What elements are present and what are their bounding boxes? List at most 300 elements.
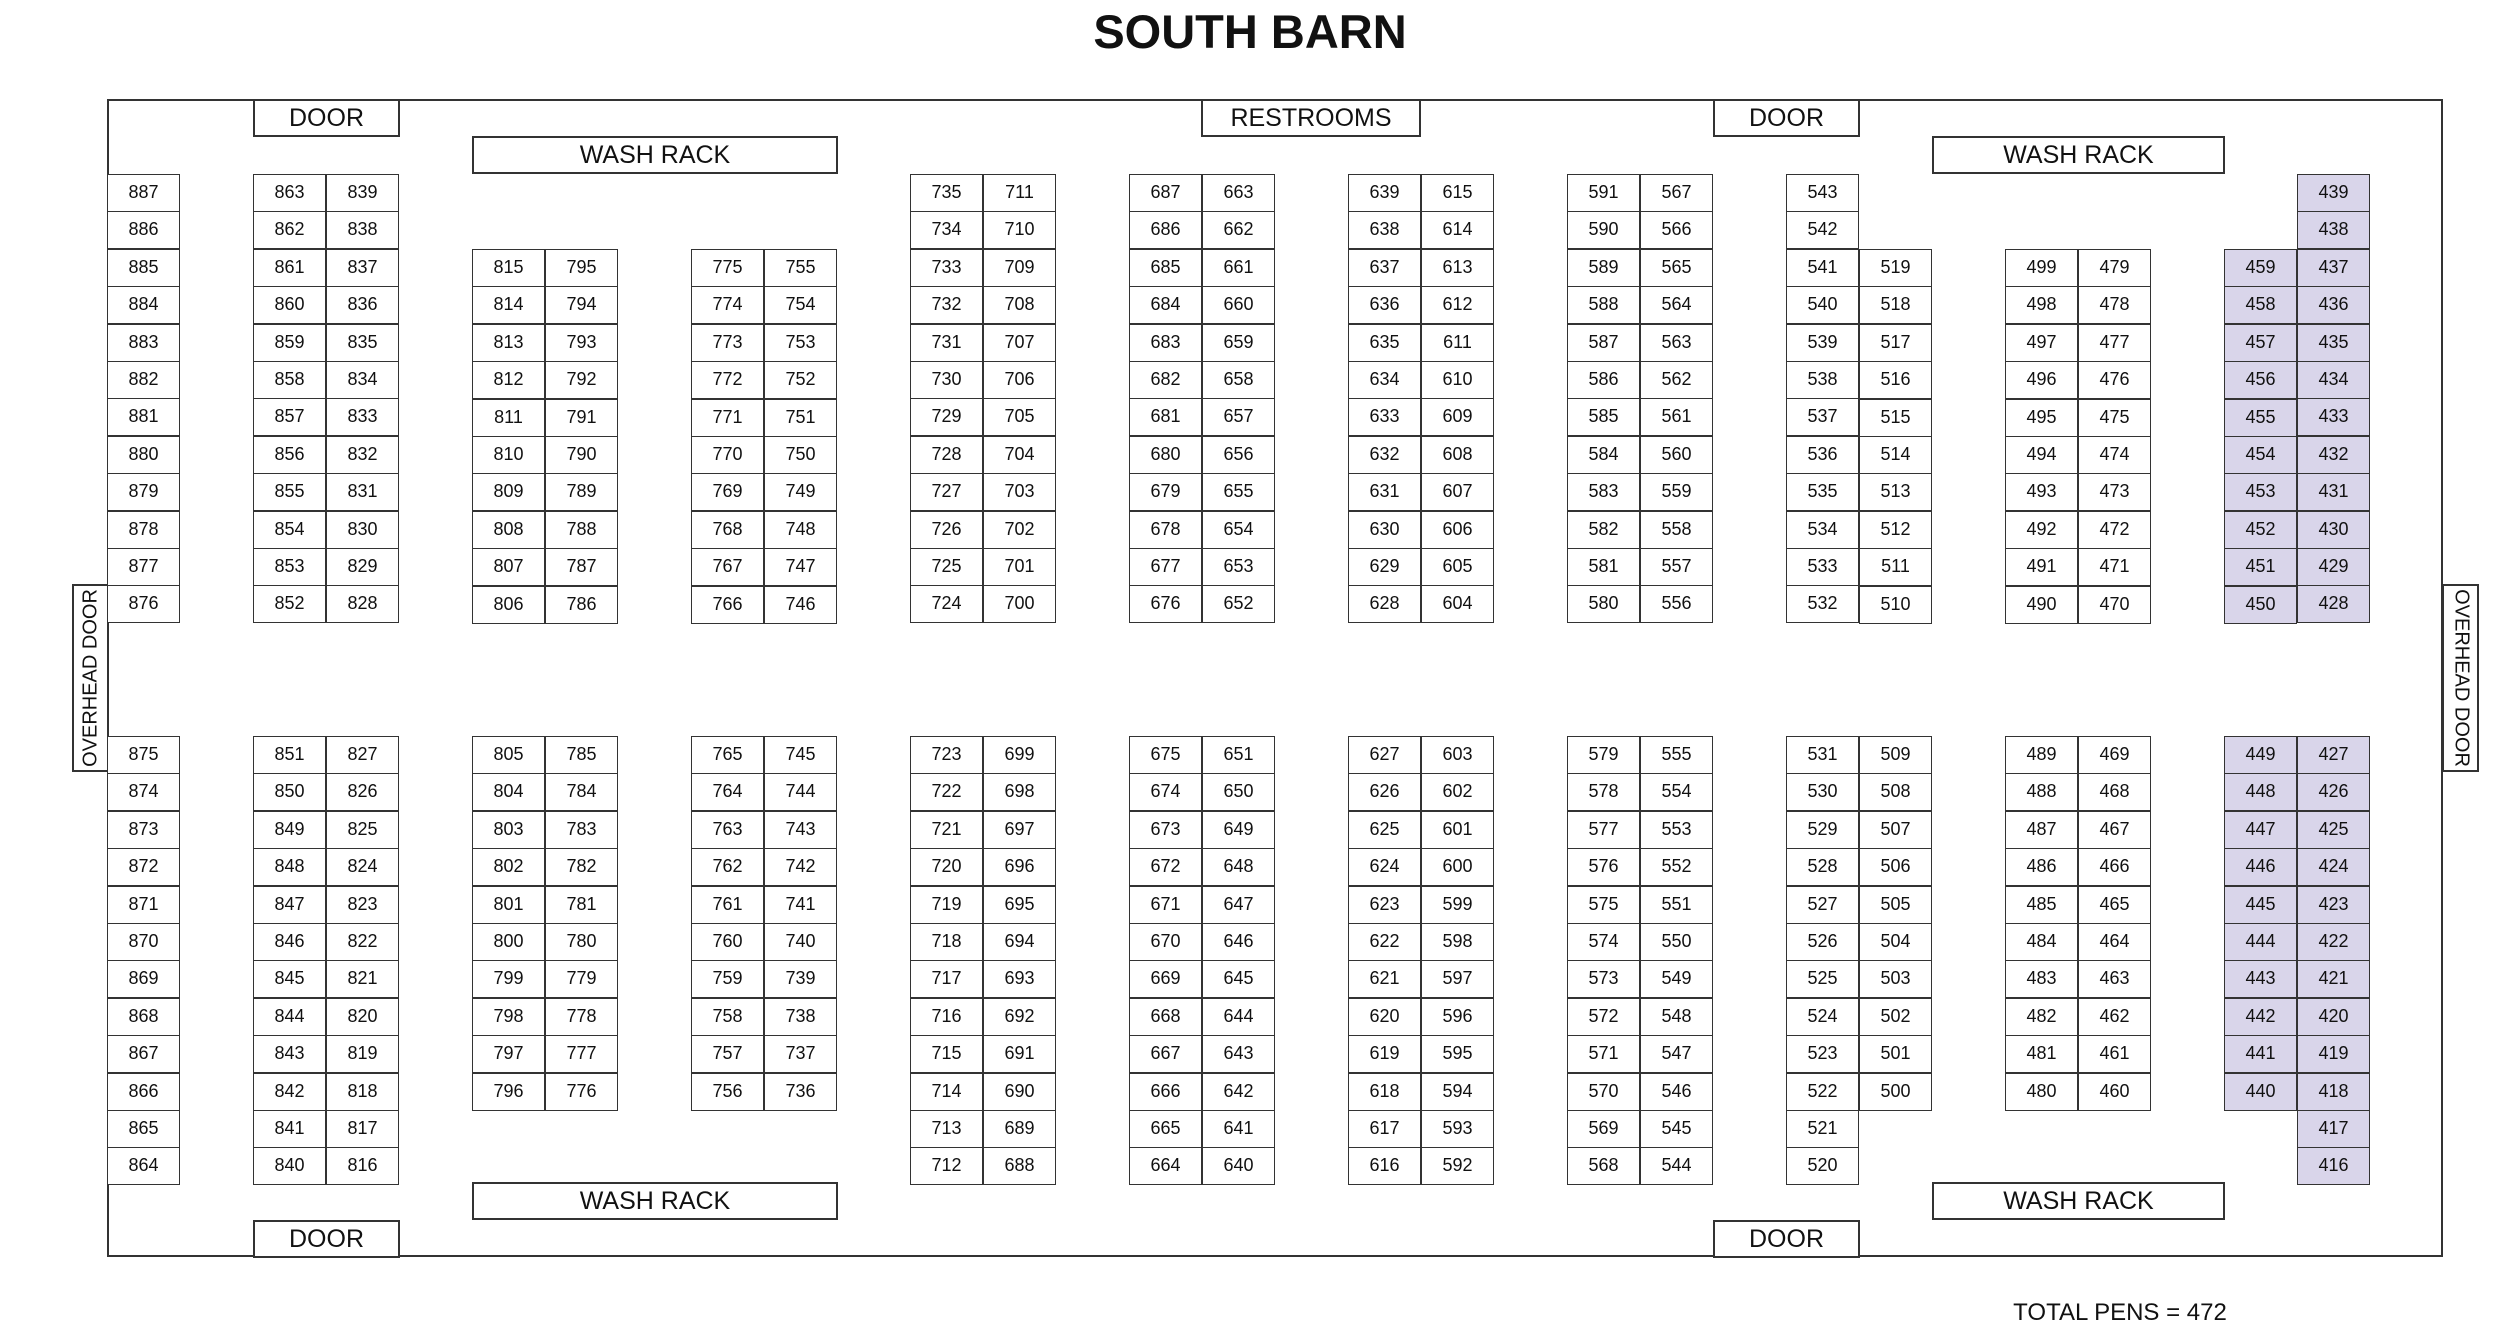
pen-729[interactable]: 729 — [910, 398, 983, 436]
pen-429[interactable]: 429 — [2297, 548, 2370, 586]
pen-860[interactable]: 860 — [253, 286, 326, 324]
pen-667[interactable]: 667 — [1129, 1035, 1202, 1073]
pen-494[interactable]: 494 — [2005, 436, 2078, 474]
pen-806[interactable]: 806 — [472, 586, 545, 624]
pen-863[interactable]: 863 — [253, 174, 326, 212]
pen-758[interactable]: 758 — [691, 998, 764, 1036]
pen-453[interactable]: 453 — [2224, 473, 2297, 511]
pen-762[interactable]: 762 — [691, 848, 764, 886]
pen-505[interactable]: 505 — [1859, 886, 1932, 924]
pen-576[interactable]: 576 — [1567, 848, 1640, 886]
pen-547[interactable]: 547 — [1640, 1035, 1713, 1073]
pen-732[interactable]: 732 — [910, 286, 983, 324]
pen-876[interactable]: 876 — [107, 585, 180, 623]
pen-419[interactable]: 419 — [2297, 1035, 2370, 1073]
pen-840[interactable]: 840 — [253, 1147, 326, 1185]
pen-518[interactable]: 518 — [1859, 286, 1932, 324]
pen-490[interactable]: 490 — [2005, 586, 2078, 624]
pen-522[interactable]: 522 — [1786, 1073, 1859, 1111]
pen-815[interactable]: 815 — [472, 249, 545, 287]
pen-799[interactable]: 799 — [472, 960, 545, 998]
pen-454[interactable]: 454 — [2224, 436, 2297, 474]
pen-616[interactable]: 616 — [1348, 1147, 1421, 1185]
pen-798[interactable]: 798 — [472, 998, 545, 1036]
pen-726[interactable]: 726 — [910, 511, 983, 549]
pen-508[interactable]: 508 — [1859, 773, 1932, 811]
pen-536[interactable]: 536 — [1786, 436, 1859, 474]
pen-476[interactable]: 476 — [2078, 361, 2151, 399]
pen-734[interactable]: 734 — [910, 211, 983, 249]
pen-781[interactable]: 781 — [545, 886, 618, 924]
pen-686[interactable]: 686 — [1129, 211, 1202, 249]
pen-449[interactable]: 449 — [2224, 736, 2297, 774]
pen-545[interactable]: 545 — [1640, 1110, 1713, 1148]
pen-886[interactable]: 886 — [107, 211, 180, 249]
pen-558[interactable]: 558 — [1640, 511, 1713, 549]
pen-445[interactable]: 445 — [2224, 886, 2297, 924]
pen-653[interactable]: 653 — [1202, 548, 1275, 586]
pen-716[interactable]: 716 — [910, 998, 983, 1036]
pen-816[interactable]: 816 — [326, 1147, 399, 1185]
pen-550[interactable]: 550 — [1640, 923, 1713, 961]
pen-530[interactable]: 530 — [1786, 773, 1859, 811]
pen-482[interactable]: 482 — [2005, 998, 2078, 1036]
pen-461[interactable]: 461 — [2078, 1035, 2151, 1073]
pen-679[interactable]: 679 — [1129, 473, 1202, 511]
pen-566[interactable]: 566 — [1640, 211, 1713, 249]
pen-607[interactable]: 607 — [1421, 473, 1494, 511]
pen-682[interactable]: 682 — [1129, 361, 1202, 399]
pen-696[interactable]: 696 — [983, 848, 1056, 886]
pen-751[interactable]: 751 — [764, 399, 837, 437]
pen-862[interactable]: 862 — [253, 211, 326, 249]
pen-602[interactable]: 602 — [1421, 773, 1494, 811]
pen-448[interactable]: 448 — [2224, 773, 2297, 811]
pen-517[interactable]: 517 — [1859, 324, 1932, 362]
pen-660[interactable]: 660 — [1202, 286, 1275, 324]
pen-703[interactable]: 703 — [983, 473, 1056, 511]
pen-442[interactable]: 442 — [2224, 998, 2297, 1036]
pen-687[interactable]: 687 — [1129, 174, 1202, 212]
pen-533[interactable]: 533 — [1786, 548, 1859, 586]
pen-737[interactable]: 737 — [764, 1035, 837, 1073]
pen-832[interactable]: 832 — [326, 436, 399, 474]
pen-427[interactable]: 427 — [2297, 736, 2370, 774]
pen-702[interactable]: 702 — [983, 511, 1056, 549]
pen-839[interactable]: 839 — [326, 174, 399, 212]
pen-826[interactable]: 826 — [326, 773, 399, 811]
pen-524[interactable]: 524 — [1786, 998, 1859, 1036]
pen-588[interactable]: 588 — [1567, 286, 1640, 324]
pen-477[interactable]: 477 — [2078, 324, 2151, 362]
pen-811[interactable]: 811 — [472, 399, 545, 437]
pen-431[interactable]: 431 — [2297, 473, 2370, 511]
pen-743[interactable]: 743 — [764, 811, 837, 849]
pen-636[interactable]: 636 — [1348, 286, 1421, 324]
pen-622[interactable]: 622 — [1348, 923, 1421, 961]
pen-655[interactable]: 655 — [1202, 473, 1275, 511]
pen-615[interactable]: 615 — [1421, 174, 1494, 212]
pen-652[interactable]: 652 — [1202, 585, 1275, 623]
pen-833[interactable]: 833 — [326, 398, 399, 436]
pen-446[interactable]: 446 — [2224, 848, 2297, 886]
pen-416[interactable]: 416 — [2297, 1147, 2370, 1185]
pen-868[interactable]: 868 — [107, 998, 180, 1036]
pen-805[interactable]: 805 — [472, 736, 545, 774]
pen-650[interactable]: 650 — [1202, 773, 1275, 811]
pen-532[interactable]: 532 — [1786, 585, 1859, 623]
pen-574[interactable]: 574 — [1567, 923, 1640, 961]
pen-633[interactable]: 633 — [1348, 398, 1421, 436]
pen-802[interactable]: 802 — [472, 848, 545, 886]
pen-486[interactable]: 486 — [2005, 848, 2078, 886]
pen-659[interactable]: 659 — [1202, 324, 1275, 362]
pen-767[interactable]: 767 — [691, 548, 764, 586]
pen-628[interactable]: 628 — [1348, 585, 1421, 623]
pen-828[interactable]: 828 — [326, 585, 399, 623]
pen-492[interactable]: 492 — [2005, 511, 2078, 549]
pen-777[interactable]: 777 — [545, 1035, 618, 1073]
pen-609[interactable]: 609 — [1421, 398, 1494, 436]
pen-485[interactable]: 485 — [2005, 886, 2078, 924]
pen-724[interactable]: 724 — [910, 585, 983, 623]
pen-789[interactable]: 789 — [545, 473, 618, 511]
pen-776[interactable]: 776 — [545, 1073, 618, 1111]
pen-463[interactable]: 463 — [2078, 960, 2151, 998]
pen-497[interactable]: 497 — [2005, 324, 2078, 362]
pen-809[interactable]: 809 — [472, 473, 545, 511]
pen-819[interactable]: 819 — [326, 1035, 399, 1073]
pen-661[interactable]: 661 — [1202, 249, 1275, 287]
pen-867[interactable]: 867 — [107, 1035, 180, 1073]
pen-586[interactable]: 586 — [1567, 361, 1640, 399]
pen-759[interactable]: 759 — [691, 960, 764, 998]
pen-493[interactable]: 493 — [2005, 473, 2078, 511]
pen-704[interactable]: 704 — [983, 436, 1056, 474]
pen-651[interactable]: 651 — [1202, 736, 1275, 774]
pen-882[interactable]: 882 — [107, 361, 180, 399]
pen-675[interactable]: 675 — [1129, 736, 1202, 774]
pen-503[interactable]: 503 — [1859, 960, 1932, 998]
pen-869[interactable]: 869 — [107, 960, 180, 998]
pen-480[interactable]: 480 — [2005, 1073, 2078, 1111]
pen-857[interactable]: 857 — [253, 398, 326, 436]
pen-439[interactable]: 439 — [2297, 174, 2370, 212]
pen-626[interactable]: 626 — [1348, 773, 1421, 811]
pen-818[interactable]: 818 — [326, 1073, 399, 1111]
pen-760[interactable]: 760 — [691, 923, 764, 961]
pen-790[interactable]: 790 — [545, 436, 618, 474]
pen-543[interactable]: 543 — [1786, 174, 1859, 212]
pen-489[interactable]: 489 — [2005, 736, 2078, 774]
pen-580[interactable]: 580 — [1567, 585, 1640, 623]
pen-827[interactable]: 827 — [326, 736, 399, 774]
pen-718[interactable]: 718 — [910, 923, 983, 961]
pen-670[interactable]: 670 — [1129, 923, 1202, 961]
pen-680[interactable]: 680 — [1129, 436, 1202, 474]
pen-817[interactable]: 817 — [326, 1110, 399, 1148]
pen-605[interactable]: 605 — [1421, 548, 1494, 586]
pen-714[interactable]: 714 — [910, 1073, 983, 1111]
pen-715[interactable]: 715 — [910, 1035, 983, 1073]
pen-754[interactable]: 754 — [764, 286, 837, 324]
pen-745[interactable]: 745 — [764, 736, 837, 774]
pen-613[interactable]: 613 — [1421, 249, 1494, 287]
pen-511[interactable]: 511 — [1859, 548, 1932, 586]
pen-698[interactable]: 698 — [983, 773, 1056, 811]
pen-691[interactable]: 691 — [983, 1035, 1056, 1073]
pen-457[interactable]: 457 — [2224, 324, 2297, 362]
pen-712[interactable]: 712 — [910, 1147, 983, 1185]
pen-575[interactable]: 575 — [1567, 886, 1640, 924]
pen-537[interactable]: 537 — [1786, 398, 1859, 436]
pen-722[interactable]: 722 — [910, 773, 983, 811]
pen-872[interactable]: 872 — [107, 848, 180, 886]
pen-804[interactable]: 804 — [472, 773, 545, 811]
pen-625[interactable]: 625 — [1348, 811, 1421, 849]
pen-887[interactable]: 887 — [107, 174, 180, 212]
pen-848[interactable]: 848 — [253, 848, 326, 886]
pen-727[interactable]: 727 — [910, 473, 983, 511]
pen-878[interactable]: 878 — [107, 511, 180, 549]
pen-793[interactable]: 793 — [545, 324, 618, 362]
pen-423[interactable]: 423 — [2297, 886, 2370, 924]
pen-620[interactable]: 620 — [1348, 998, 1421, 1036]
pen-757[interactable]: 757 — [691, 1035, 764, 1073]
pen-850[interactable]: 850 — [253, 773, 326, 811]
pen-723[interactable]: 723 — [910, 736, 983, 774]
pen-640[interactable]: 640 — [1202, 1147, 1275, 1185]
pen-824[interactable]: 824 — [326, 848, 399, 886]
pen-424[interactable]: 424 — [2297, 848, 2370, 886]
pen-778[interactable]: 778 — [545, 998, 618, 1036]
pen-643[interactable]: 643 — [1202, 1035, 1275, 1073]
pen-519[interactable]: 519 — [1859, 249, 1932, 287]
pen-548[interactable]: 548 — [1640, 998, 1713, 1036]
pen-561[interactable]: 561 — [1640, 398, 1713, 436]
pen-455[interactable]: 455 — [2224, 399, 2297, 437]
pen-635[interactable]: 635 — [1348, 324, 1421, 362]
pen-504[interactable]: 504 — [1859, 923, 1932, 961]
pen-623[interactable]: 623 — [1348, 886, 1421, 924]
pen-877[interactable]: 877 — [107, 548, 180, 586]
pen-707[interactable]: 707 — [983, 324, 1056, 362]
pen-506[interactable]: 506 — [1859, 848, 1932, 886]
pen-770[interactable]: 770 — [691, 436, 764, 474]
pen-433[interactable]: 433 — [2297, 398, 2370, 436]
pen-515[interactable]: 515 — [1859, 399, 1932, 437]
pen-512[interactable]: 512 — [1859, 511, 1932, 549]
pen-752[interactable]: 752 — [764, 361, 837, 399]
pen-606[interactable]: 606 — [1421, 511, 1494, 549]
pen-560[interactable]: 560 — [1640, 436, 1713, 474]
pen-800[interactable]: 800 — [472, 923, 545, 961]
pen-784[interactable]: 784 — [545, 773, 618, 811]
pen-835[interactable]: 835 — [326, 324, 399, 362]
pen-428[interactable]: 428 — [2297, 585, 2370, 623]
pen-765[interactable]: 765 — [691, 736, 764, 774]
pen-594[interactable]: 594 — [1421, 1073, 1494, 1111]
pen-514[interactable]: 514 — [1859, 436, 1932, 474]
pen-496[interactable]: 496 — [2005, 361, 2078, 399]
pen-631[interactable]: 631 — [1348, 473, 1421, 511]
pen-672[interactable]: 672 — [1129, 848, 1202, 886]
pen-717[interactable]: 717 — [910, 960, 983, 998]
pen-846[interactable]: 846 — [253, 923, 326, 961]
pen-531[interactable]: 531 — [1786, 736, 1859, 774]
pen-753[interactable]: 753 — [764, 324, 837, 362]
pen-700[interactable]: 700 — [983, 585, 1056, 623]
pen-656[interactable]: 656 — [1202, 436, 1275, 474]
pen-849[interactable]: 849 — [253, 811, 326, 849]
pen-520[interactable]: 520 — [1786, 1147, 1859, 1185]
pen-498[interactable]: 498 — [2005, 286, 2078, 324]
pen-569[interactable]: 569 — [1567, 1110, 1640, 1148]
pen-632[interactable]: 632 — [1348, 436, 1421, 474]
pen-465[interactable]: 465 — [2078, 886, 2151, 924]
pen-690[interactable]: 690 — [983, 1073, 1056, 1111]
pen-705[interactable]: 705 — [983, 398, 1056, 436]
pen-418[interactable]: 418 — [2297, 1073, 2370, 1111]
pen-451[interactable]: 451 — [2224, 548, 2297, 586]
pen-459[interactable]: 459 — [2224, 249, 2297, 287]
pen-880[interactable]: 880 — [107, 436, 180, 474]
pen-787[interactable]: 787 — [545, 548, 618, 586]
pen-708[interactable]: 708 — [983, 286, 1056, 324]
pen-644[interactable]: 644 — [1202, 998, 1275, 1036]
pen-565[interactable]: 565 — [1640, 249, 1713, 287]
pen-579[interactable]: 579 — [1567, 736, 1640, 774]
pen-719[interactable]: 719 — [910, 886, 983, 924]
pen-831[interactable]: 831 — [326, 473, 399, 511]
pen-738[interactable]: 738 — [764, 998, 837, 1036]
pen-436[interactable]: 436 — [2297, 286, 2370, 324]
pen-507[interactable]: 507 — [1859, 811, 1932, 849]
pen-587[interactable]: 587 — [1567, 324, 1640, 362]
pen-808[interactable]: 808 — [472, 511, 545, 549]
pen-843[interactable]: 843 — [253, 1035, 326, 1073]
pen-473[interactable]: 473 — [2078, 473, 2151, 511]
pen-865[interactable]: 865 — [107, 1110, 180, 1148]
pen-870[interactable]: 870 — [107, 923, 180, 961]
pen-864[interactable]: 864 — [107, 1147, 180, 1185]
pen-474[interactable]: 474 — [2078, 436, 2151, 474]
pen-693[interactable]: 693 — [983, 960, 1056, 998]
pen-673[interactable]: 673 — [1129, 811, 1202, 849]
pen-500[interactable]: 500 — [1859, 1073, 1932, 1111]
pen-604[interactable]: 604 — [1421, 585, 1494, 623]
pen-481[interactable]: 481 — [2005, 1035, 2078, 1073]
pen-750[interactable]: 750 — [764, 436, 837, 474]
pen-769[interactable]: 769 — [691, 473, 764, 511]
pen-861[interactable]: 861 — [253, 249, 326, 287]
pen-854[interactable]: 854 — [253, 511, 326, 549]
pen-421[interactable]: 421 — [2297, 960, 2370, 998]
pen-456[interactable]: 456 — [2224, 361, 2297, 399]
pen-573[interactable]: 573 — [1567, 960, 1640, 998]
pen-618[interactable]: 618 — [1348, 1073, 1421, 1111]
pen-844[interactable]: 844 — [253, 998, 326, 1036]
pen-797[interactable]: 797 — [472, 1035, 545, 1073]
pen-641[interactable]: 641 — [1202, 1110, 1275, 1148]
pen-472[interactable]: 472 — [2078, 511, 2151, 549]
pen-488[interactable]: 488 — [2005, 773, 2078, 811]
pen-820[interactable]: 820 — [326, 998, 399, 1036]
pen-810[interactable]: 810 — [472, 436, 545, 474]
pen-469[interactable]: 469 — [2078, 736, 2151, 774]
pen-648[interactable]: 648 — [1202, 848, 1275, 886]
pen-825[interactable]: 825 — [326, 811, 399, 849]
pen-552[interactable]: 552 — [1640, 848, 1713, 886]
pen-852[interactable]: 852 — [253, 585, 326, 623]
pen-479[interactable]: 479 — [2078, 249, 2151, 287]
pen-555[interactable]: 555 — [1640, 736, 1713, 774]
pen-528[interactable]: 528 — [1786, 848, 1859, 886]
pen-564[interactable]: 564 — [1640, 286, 1713, 324]
pen-685[interactable]: 685 — [1129, 249, 1202, 287]
pen-755[interactable]: 755 — [764, 249, 837, 287]
pen-814[interactable]: 814 — [472, 286, 545, 324]
pen-538[interactable]: 538 — [1786, 361, 1859, 399]
pen-593[interactable]: 593 — [1421, 1110, 1494, 1148]
pen-783[interactable]: 783 — [545, 811, 618, 849]
pen-612[interactable]: 612 — [1421, 286, 1494, 324]
pen-779[interactable]: 779 — [545, 960, 618, 998]
pen-630[interactable]: 630 — [1348, 511, 1421, 549]
pen-847[interactable]: 847 — [253, 886, 326, 924]
pen-541[interactable]: 541 — [1786, 249, 1859, 287]
pen-501[interactable]: 501 — [1859, 1035, 1932, 1073]
pen-491[interactable]: 491 — [2005, 548, 2078, 586]
pen-546[interactable]: 546 — [1640, 1073, 1713, 1111]
pen-595[interactable]: 595 — [1421, 1035, 1494, 1073]
pen-786[interactable]: 786 — [545, 586, 618, 624]
pen-701[interactable]: 701 — [983, 548, 1056, 586]
pen-499[interactable]: 499 — [2005, 249, 2078, 287]
pen-756[interactable]: 756 — [691, 1073, 764, 1111]
pen-654[interactable]: 654 — [1202, 511, 1275, 549]
pen-677[interactable]: 677 — [1129, 548, 1202, 586]
pen-426[interactable]: 426 — [2297, 773, 2370, 811]
pen-879[interactable]: 879 — [107, 473, 180, 511]
pen-842[interactable]: 842 — [253, 1073, 326, 1111]
pen-730[interactable]: 730 — [910, 361, 983, 399]
pen-771[interactable]: 771 — [691, 399, 764, 437]
pen-736[interactable]: 736 — [764, 1073, 837, 1111]
pen-746[interactable]: 746 — [764, 586, 837, 624]
pen-721[interactable]: 721 — [910, 811, 983, 849]
pen-471[interactable]: 471 — [2078, 548, 2151, 586]
pen-619[interactable]: 619 — [1348, 1035, 1421, 1073]
pen-610[interactable]: 610 — [1421, 361, 1494, 399]
pen-611[interactable]: 611 — [1421, 324, 1494, 362]
pen-529[interactable]: 529 — [1786, 811, 1859, 849]
pen-735[interactable]: 735 — [910, 174, 983, 212]
pen-484[interactable]: 484 — [2005, 923, 2078, 961]
pen-695[interactable]: 695 — [983, 886, 1056, 924]
pen-438[interactable]: 438 — [2297, 211, 2370, 249]
pen-649[interactable]: 649 — [1202, 811, 1275, 849]
pen-525[interactable]: 525 — [1786, 960, 1859, 998]
pen-684[interactable]: 684 — [1129, 286, 1202, 324]
pen-823[interactable]: 823 — [326, 886, 399, 924]
pen-764[interactable]: 764 — [691, 773, 764, 811]
pen-668[interactable]: 668 — [1129, 998, 1202, 1036]
pen-434[interactable]: 434 — [2297, 361, 2370, 399]
pen-829[interactable]: 829 — [326, 548, 399, 586]
pen-739[interactable]: 739 — [764, 960, 837, 998]
pen-791[interactable]: 791 — [545, 399, 618, 437]
